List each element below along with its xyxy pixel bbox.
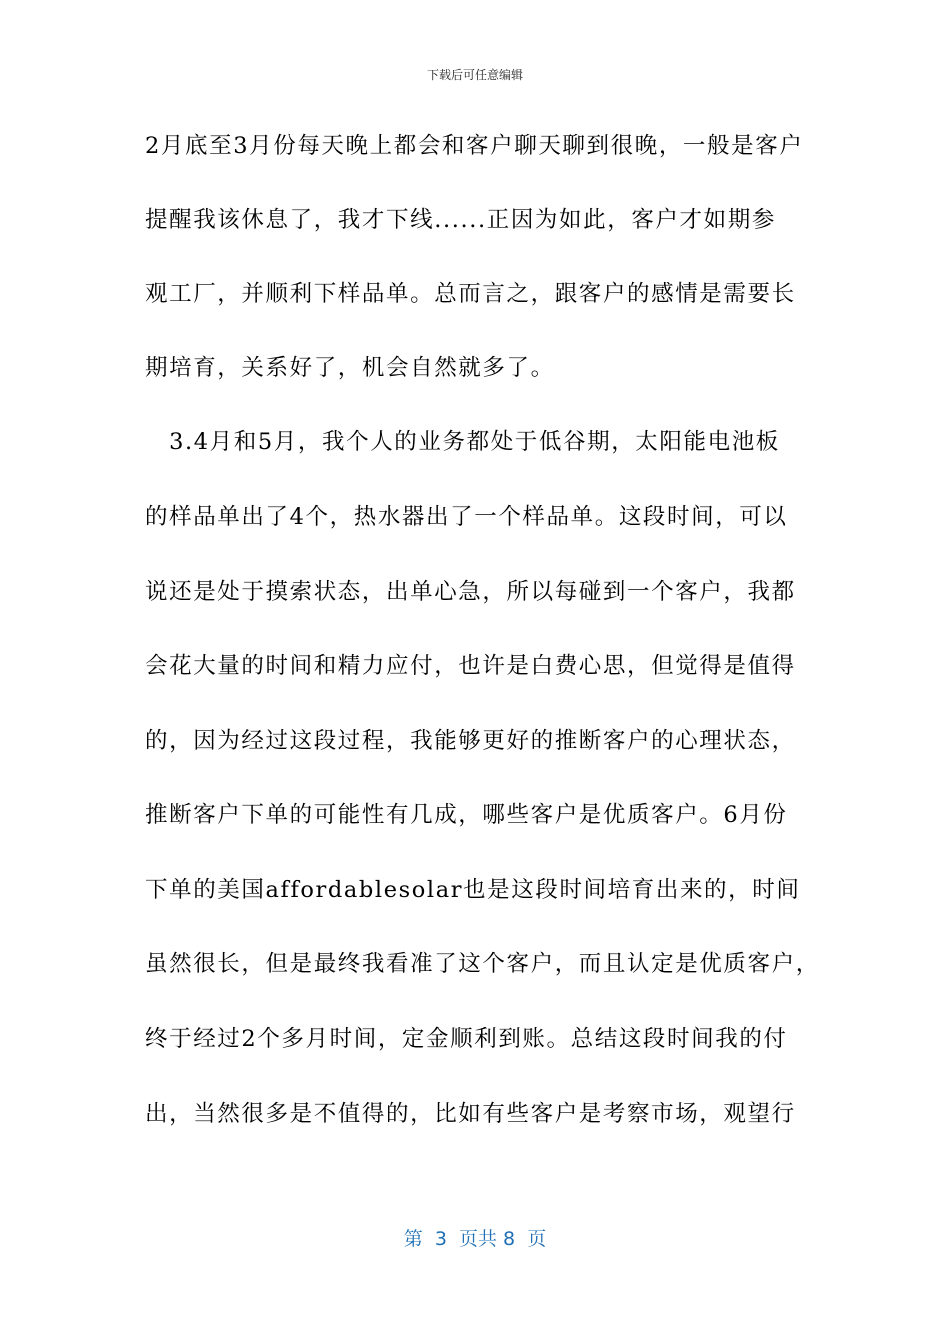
text-line: 推断客户下单的可能性有几成，哪些客户是优质客户。6月份 [145,802,788,828]
page-number-footer: 第 3 页共 8 页 [403,1228,547,1250]
text-line: 的样品单出了4个，热水器出了一个样品单。这段时间，可以 [145,504,788,530]
text-line: 提醒我该休息了，我才下线......正因为如此，客户才如期参 [145,207,776,233]
text-line: 期培育，关系好了，机会自然就多了。 [145,355,555,381]
text-line: 下单的美国affordablesolar也是这段时间培育出来的，时间 [145,877,801,903]
text-line: 的，因为经过这段过程，我能够更好的推断客户的心理状态， [145,728,796,754]
text-line: 终于经过2个多月时间，定金顺利到账。总结这段时间我的付 [145,1026,788,1052]
text-line: 观工厂，并顺利下样品单。总而言之，跟客户的感情是需要长 [145,281,796,307]
text-line: 出，当然很多是不值得的，比如有些客户是考察市场，观望行 [145,1101,796,1127]
text-line: 虽然很长，但是最终我看准了这个客户，而且认定是优质客户， [145,951,820,977]
text-line: 说还是处于摸索状态，出单心急，所以每碰到一个客户，我都 [145,579,796,605]
page-header-note: 下载后可任意编辑 [426,68,523,82]
text-line: 2月底至3月份每天晚上都会和客户聊天聊到很晚，一般是客户 [145,133,804,159]
text-line: 3.4月和5月，我个人的业务都处于低谷期，太阳能电池板 [145,429,780,455]
text-line: 会花大量的时间和精力应付，也许是白费心思，但觉得是值得 [145,653,796,679]
